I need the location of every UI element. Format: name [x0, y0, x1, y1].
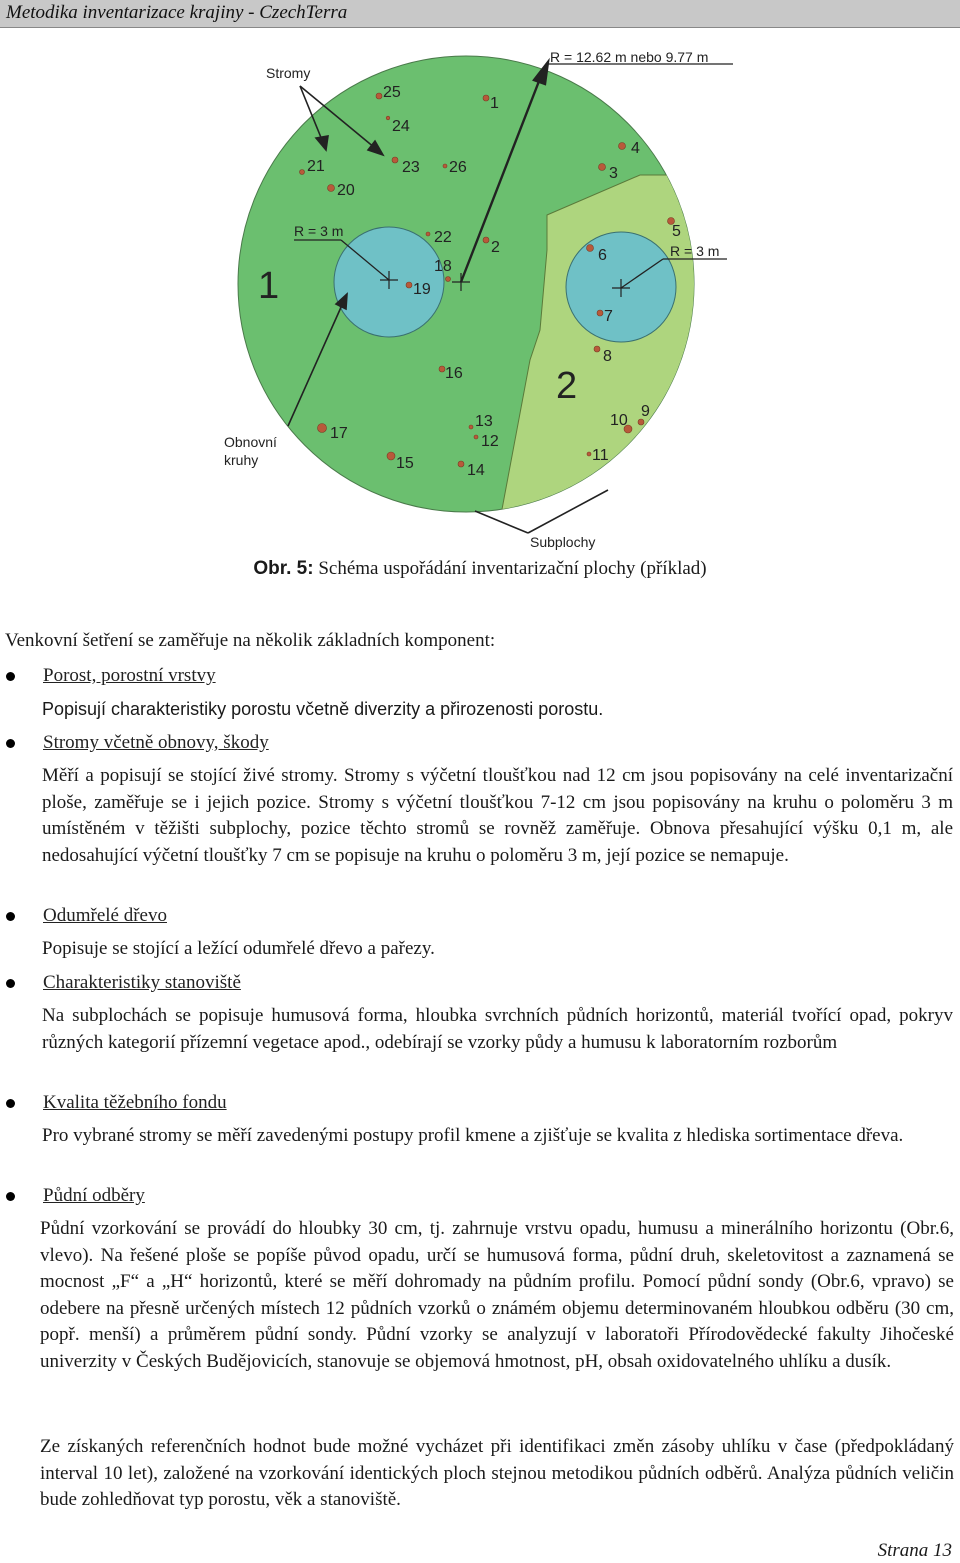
tree-20: 20 — [337, 182, 355, 199]
bullet-icon — [6, 1099, 15, 1108]
tree-13: 13 — [475, 413, 493, 430]
section-text-soil-2: Ze získaných referenčních hodnot bude možné vycházet při identifikaci změn zásoby uhlíku v čase (předpokládaný interval 10 let), založené na vzorkování identických ploch stejnou metodikou půdních odběrů. Analýza půdních veličin bude zohledňovat typ porostu, věk a stanoviště. — [40, 1436, 954, 1511]
section-text-site: Na subplochách se popisuje humusová forma, hloubka svrchních půdních horizontů, materiál tvořící opad, pokryv různých kategorií přízemní vegetace apod., odebírají se vzorky půdy a humusu k laboratorním rozborům — [42, 1005, 953, 1053]
label-trees: Stromy — [266, 65, 311, 81]
bullet-icon — [6, 912, 15, 921]
document-title: Metodika inventarizace krajiny - CzechTerra — [6, 2, 348, 23]
tree-7: 7 — [604, 308, 613, 325]
tree-15: 15 — [396, 455, 414, 472]
label-regeneration-2: kruhy — [224, 452, 259, 468]
section-text-trees: Měří a popisují se stojící živé stromy. Stromy s výčetní tloušťkou nad 12 cm jsou popisovány na celé inventarizační ploše, zaměřuje se i jejich pozice. Stromy s výčetní tloušťkou 7-12 cm jsou popisovány na kruhu o poloměru 3 m umístěném v těžišti subplochy, pozice těchto stromů se rovněž zaměřuje. Obnova přesahující výšku 0,1 m, ale nedosahující výčetní tloušťky 7 cm se popisuje na kruhu o poloměru 3 m, její pozice se nemapuje. — [42, 765, 953, 866]
label-subplots: Subplochy — [530, 534, 596, 550]
page-number: Strana 13 — [877, 1540, 952, 1561]
tree-18: 18 — [434, 258, 452, 275]
tree-19: 19 — [413, 281, 431, 298]
section-text-deadwood: Popisuje se stojící a ležící odumřelé dřevo a pařezy. — [42, 938, 435, 959]
plot-schema-diagram — [0, 28, 960, 558]
tree-24: 24 — [392, 118, 410, 135]
section-heading-deadwood: Odumřelé dřevo — [43, 905, 167, 926]
bullet-icon — [6, 1192, 15, 1201]
tree-5: 5 — [672, 223, 681, 240]
tree-10: 10 — [610, 412, 628, 429]
page-header — [0, 0, 960, 28]
section-text-timber-quality: Pro vybrané stromy se měří zavedenými postupy profil kmene a zjišťuje se kvalita z hlediska sortimentace dřeva. — [42, 1125, 904, 1146]
tree-8: 8 — [603, 348, 612, 365]
caption-label: Obr. 5: — [253, 558, 314, 579]
tree-4: 4 — [631, 140, 640, 157]
label-radius-left: R = 3 m — [294, 223, 344, 239]
tree-26: 26 — [449, 159, 467, 176]
section-heading-stand: Porost, porostní vrstvy — [43, 665, 216, 686]
label-regeneration: Obnovní — [224, 434, 277, 450]
section-text-stand: Popisují charakteristiky porostu včetně diverzity a přirozenosti porostu. — [42, 699, 604, 719]
tree-1: 1 — [490, 95, 499, 112]
tree-9: 9 — [641, 403, 650, 420]
figure-caption — [0, 558, 960, 580]
label-radius-right: R = 3 m — [670, 243, 720, 259]
tree-23: 23 — [402, 159, 420, 176]
bullet-icon — [6, 739, 15, 748]
tree-3: 3 — [609, 165, 618, 182]
bullet-icon — [6, 979, 15, 988]
tree-21: 21 — [307, 158, 325, 175]
section-heading-site: Charakteristiky stanoviště — [43, 972, 241, 993]
tree-16: 16 — [445, 365, 463, 382]
bullet-icon — [6, 672, 15, 681]
tree-14: 14 — [467, 462, 485, 479]
tree-11: 11 — [592, 447, 609, 464]
label-big-radius: R = 12.62 m nebo 9.77 m — [550, 49, 709, 65]
tree-22: 22 — [434, 229, 452, 246]
intro-text: Venkovní šetření se zaměřuje na několik základních komponent: — [5, 630, 496, 651]
section-text-soil: Půdní vzorkování se provádí do hloubky 30 cm, tj. zahrnuje vrstvu opadu, humusu a minerálního horizontu (Obr.6, vlevo). Na řešené ploše se popíše původ opadu, určí se humusová forma, půdní druh, skeletovitost a zaznamená se mocnost „F“ a „H“ horizontů, které se měří dohromady na půdním profilu. Pomocí půdní sondy (Obr.6, vpravo) se odebere na přesně určených místech 12 půdních vzorků o známém objemu determinovaném hloubkou odběru (30 cm, popř. menší) a průměrem půdní sondy. Půdní vzorky se analyzují v laboratoři Přírodovědecké fakulty Jihočeské univerzity v Českých Budějovicích, stanovuje se objemová hmotnost, pH, obsah oxidovatelného uhlíku a dusík. — [40, 1218, 954, 1372]
tree-25: 25 — [383, 84, 401, 101]
subplot-2-label: 2 — [556, 365, 578, 407]
tree-2: 2 — [491, 239, 500, 256]
section-heading-timber-quality: Kvalita těžebního fondu — [43, 1092, 227, 1113]
tree-12: 12 — [481, 433, 499, 450]
tree-6: 6 — [598, 247, 607, 264]
caption-text: Schéma uspořádání inventarizační plochy (příklad) — [313, 558, 707, 579]
section-heading-soil: Půdní odběry — [43, 1185, 145, 1206]
subplot-1-label: 1 — [258, 265, 280, 307]
tree-17: 17 — [330, 425, 348, 442]
section-heading-trees: Stromy včetně obnovy, škody — [43, 732, 269, 753]
